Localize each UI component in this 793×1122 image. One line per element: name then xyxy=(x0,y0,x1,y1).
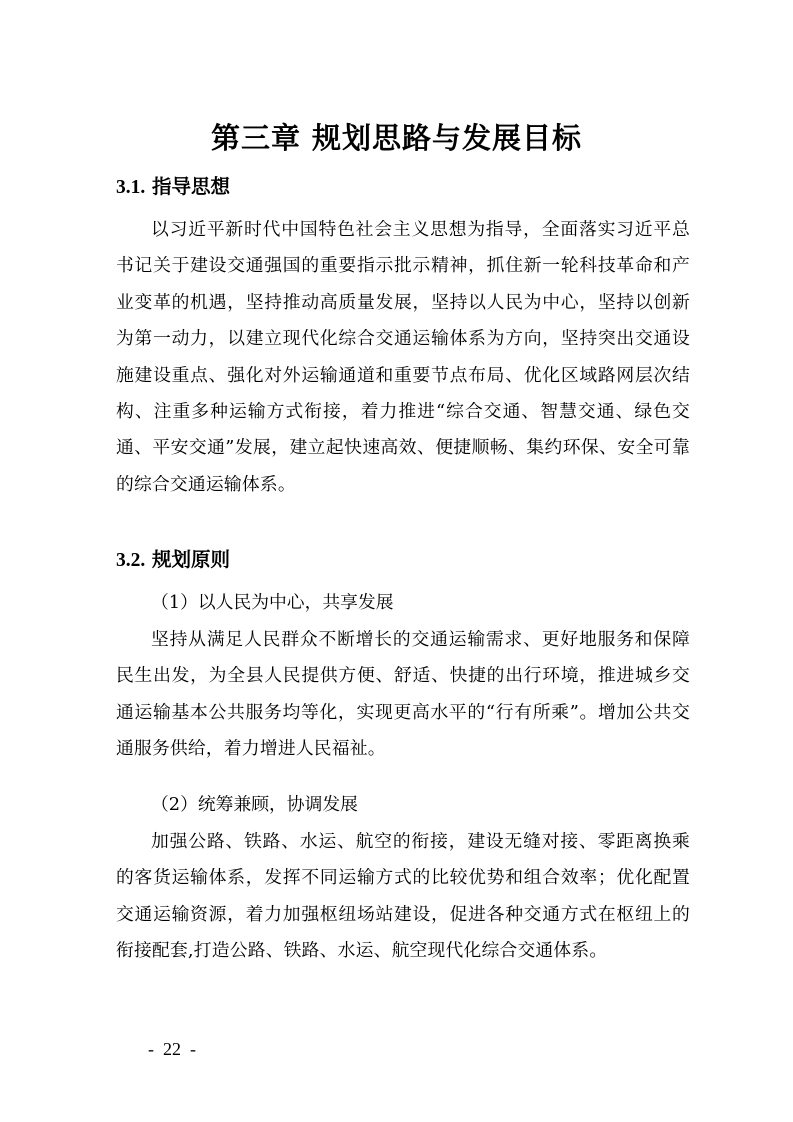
page-number: - 22 - xyxy=(148,1039,196,1059)
principle-2-title: （2）统筹兼顾，协调发展 xyxy=(151,794,358,815)
section-title: 规划原则 xyxy=(152,548,231,571)
principle-1-title: （1）以人民为中心，共享发展 xyxy=(151,592,394,613)
chapter-title: 第三章 规划思路与发展目标 xyxy=(210,121,583,155)
section-number: 3.2. xyxy=(116,550,146,571)
section-heading-3-1 xyxy=(116,172,230,203)
section-heading-3-2 xyxy=(116,545,230,576)
section-title: 指导思想 xyxy=(152,175,231,198)
guiding-ideology-paragraph: 以习近平新时代中国特色社会主义思想为指导，全面落实习近平总书记关于建设交通强国的重要指示批示精神，抓住新一轮科技革命和产业变革的机遇，坚持推动高质量发展，坚持以人民为中心，坚持以创新为第一动力，以建立现代化综合交通运输体系为方向，坚持突出交通设施建设重点、强化对外运输通道和重要节点布局、优化区域路网层次结构、注重多种运输方式衔接，着力推进“综合交通、智慧交通、绿色交通、平安交通”发展，建立起快速高效、便捷顺畅、集约环保、安全可靠的综合交通运输体系。 xyxy=(116,219,690,495)
section-number: 3.1. xyxy=(116,177,146,198)
principle-2-paragraph: 加强公路、铁路、水运、航空的衔接，建设无缝对接、零距离换乘的客货运输体系，发挥不同运输方式的比较优势和组合效率；优化配置交通运输资源，着力加强枢纽场站建设，促进各种交通方式在枢纽上的衔接配套,打造公路、铁路、水运、航空现代化综合交通体系。 xyxy=(116,831,690,962)
principle-1-paragraph: 坚持从满足人民群众不断增长的交通运输需求、更好地服务和保障民生出发，为全县人民提供方便、舒适、快捷的出行环境，推进城乡交通运输基本公共服务均等化，实现更高水平的“行有所乘”。增加公共交通服务供给，着力增进人民福祉。 xyxy=(116,629,690,760)
